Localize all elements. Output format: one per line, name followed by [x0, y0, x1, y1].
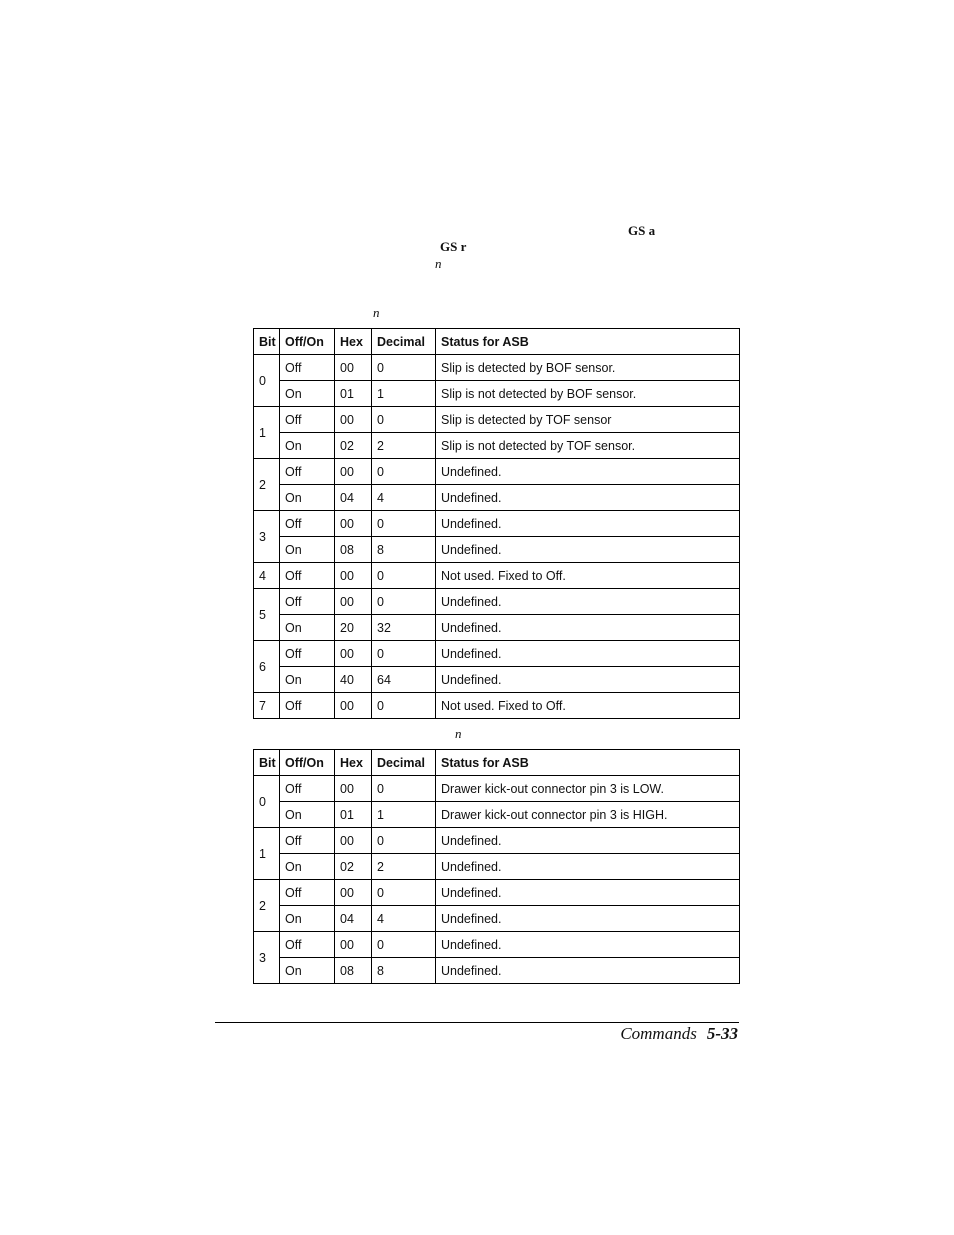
- column-header: Hex: [335, 750, 372, 776]
- decimal-cell: 64: [372, 667, 436, 693]
- decimal-cell: 0: [372, 355, 436, 381]
- status-cell: Undefined.: [436, 880, 740, 906]
- state-cell: Off: [280, 932, 335, 958]
- table-row: [254, 776, 740, 802]
- hex-cell: 20: [335, 615, 372, 641]
- hex-cell: 02: [335, 433, 372, 459]
- table-row: [254, 641, 740, 667]
- status-cell: Undefined.: [436, 459, 740, 485]
- table-row: [254, 407, 740, 433]
- bit-cell: 7: [254, 693, 280, 719]
- state-cell: Off: [280, 355, 335, 381]
- state-cell: Off: [280, 563, 335, 589]
- column-header: Off/On: [280, 750, 335, 776]
- table-row: [254, 355, 740, 381]
- command-gs-a: GS a: [628, 223, 656, 238]
- status-cell: Undefined.: [436, 958, 740, 984]
- state-cell: Off: [280, 880, 335, 906]
- table-row: [254, 563, 740, 589]
- state-cell: Off: [280, 828, 335, 854]
- table-row: [254, 693, 740, 719]
- hex-cell: 08: [335, 958, 372, 984]
- hex-cell: 00: [335, 459, 372, 485]
- state-cell: Off: [280, 641, 335, 667]
- table-row: [254, 589, 740, 615]
- state-cell: On: [280, 958, 335, 984]
- status-cell: Not used. Fixed to Off.: [436, 693, 740, 719]
- status-cell: Undefined.: [436, 485, 740, 511]
- column-header: Off/On: [280, 329, 335, 355]
- column-header: Decimal: [372, 329, 436, 355]
- table-row: [254, 828, 740, 854]
- status-cell: Slip is detected by TOF sensor: [436, 407, 740, 433]
- state-cell: On: [280, 906, 335, 932]
- hex-cell: 00: [335, 776, 372, 802]
- status-cell: Undefined.: [436, 511, 740, 537]
- hex-cell: 00: [335, 880, 372, 906]
- decimal-cell: 0: [372, 641, 436, 667]
- hex-cell: 00: [335, 693, 372, 719]
- table-row: [254, 511, 740, 537]
- table-row: [254, 802, 740, 828]
- bit-cell: 3: [254, 932, 280, 984]
- hex-cell: 00: [335, 511, 372, 537]
- status-cell: Undefined.: [436, 667, 740, 693]
- state-cell: Off: [280, 776, 335, 802]
- column-header: Status for ASB: [436, 329, 740, 355]
- command-gs-r: GS r: [440, 239, 467, 254]
- decimal-cell: 0: [372, 407, 436, 433]
- state-cell: On: [280, 433, 335, 459]
- state-cell: Off: [280, 511, 335, 537]
- state-cell: On: [280, 615, 335, 641]
- status-cell: Drawer kick-out connector pin 3 is HIGH.: [436, 802, 740, 828]
- decimal-cell: 4: [372, 906, 436, 932]
- footer-rule: [215, 1022, 739, 1023]
- hex-cell: 04: [335, 906, 372, 932]
- decimal-cell: 8: [372, 537, 436, 563]
- decimal-cell: 0: [372, 589, 436, 615]
- decimal-cell: 0: [372, 511, 436, 537]
- decimal-cell: 8: [372, 958, 436, 984]
- table-row: [254, 433, 740, 459]
- decimal-cell: 0: [372, 932, 436, 958]
- hex-cell: 40: [335, 667, 372, 693]
- state-cell: Off: [280, 693, 335, 719]
- status-cell: Undefined.: [436, 932, 740, 958]
- asb-table-2: [253, 749, 740, 984]
- decimal-cell: 1: [372, 381, 436, 407]
- bit-cell: 3: [254, 511, 280, 563]
- table-header-row: [254, 329, 740, 355]
- decimal-cell: 0: [372, 693, 436, 719]
- hex-cell: 00: [335, 407, 372, 433]
- decimal-cell: 0: [372, 563, 436, 589]
- state-cell: On: [280, 485, 335, 511]
- param-n: n: [435, 256, 442, 271]
- status-cell: Slip is not detected by TOF sensor.: [436, 433, 740, 459]
- hex-cell: 08: [335, 537, 372, 563]
- table2-caption-n: n: [455, 726, 462, 741]
- state-cell: On: [280, 381, 335, 407]
- state-cell: On: [280, 802, 335, 828]
- table-row: [254, 932, 740, 958]
- table-row: [254, 615, 740, 641]
- table-row: [254, 906, 740, 932]
- status-cell: Drawer kick-out connector pin 3 is LOW.: [436, 776, 740, 802]
- bit-cell: 1: [254, 828, 280, 880]
- hex-cell: 00: [335, 641, 372, 667]
- state-cell: Off: [280, 589, 335, 615]
- footer-section: Commands: [620, 1024, 697, 1043]
- asb-table-1: [253, 328, 740, 719]
- hex-cell: 00: [335, 589, 372, 615]
- status-cell: Undefined.: [436, 537, 740, 563]
- hex-cell: 00: [335, 932, 372, 958]
- status-cell: Undefined.: [436, 589, 740, 615]
- table-row: [254, 381, 740, 407]
- column-header: Bit: [254, 750, 280, 776]
- table-row: [254, 537, 740, 563]
- decimal-cell: 1: [372, 802, 436, 828]
- hex-cell: 00: [335, 563, 372, 589]
- state-cell: On: [280, 854, 335, 880]
- page-number: 5-33: [706, 1024, 738, 1043]
- decimal-cell: 0: [372, 459, 436, 485]
- status-cell: Undefined.: [436, 906, 740, 932]
- status-cell: Not used. Fixed to Off.: [436, 563, 740, 589]
- bit-cell: 0: [254, 776, 280, 828]
- column-header: Hex: [335, 329, 372, 355]
- status-cell: Undefined.: [436, 641, 740, 667]
- bit-cell: 4: [254, 563, 280, 589]
- hex-cell: 00: [335, 828, 372, 854]
- bit-cell: 5: [254, 589, 280, 641]
- column-header: Decimal: [372, 750, 436, 776]
- table-row: [254, 880, 740, 906]
- page-footer: [620, 1024, 738, 1044]
- decimal-cell: 0: [372, 776, 436, 802]
- decimal-cell: 4: [372, 485, 436, 511]
- bit-cell: 6: [254, 641, 280, 693]
- hex-cell: 00: [335, 355, 372, 381]
- bit-cell: 2: [254, 459, 280, 511]
- hex-cell: 01: [335, 381, 372, 407]
- bit-cell: 0: [254, 355, 280, 407]
- status-cell: Undefined.: [436, 854, 740, 880]
- decimal-cell: 32: [372, 615, 436, 641]
- state-cell: Off: [280, 459, 335, 485]
- state-cell: On: [280, 537, 335, 563]
- bit-cell: 1: [254, 407, 280, 459]
- status-cell: Slip is detected by BOF sensor.: [436, 355, 740, 381]
- table-row: [254, 958, 740, 984]
- table1-caption-n: n: [373, 305, 380, 320]
- column-header: Status for ASB: [436, 750, 740, 776]
- column-header: Bit: [254, 329, 280, 355]
- table-row: [254, 485, 740, 511]
- decimal-cell: 2: [372, 433, 436, 459]
- hex-cell: 04: [335, 485, 372, 511]
- table-row: [254, 459, 740, 485]
- decimal-cell: 2: [372, 854, 436, 880]
- table-row: [254, 667, 740, 693]
- status-cell: Undefined.: [436, 828, 740, 854]
- decimal-cell: 0: [372, 880, 436, 906]
- status-cell: Undefined.: [436, 615, 740, 641]
- status-cell: Slip is not detected by BOF sensor.: [436, 381, 740, 407]
- table-header-row: [254, 750, 740, 776]
- table-row: [254, 854, 740, 880]
- bit-cell: 2: [254, 880, 280, 932]
- state-cell: Off: [280, 407, 335, 433]
- hex-cell: 01: [335, 802, 372, 828]
- decimal-cell: 0: [372, 828, 436, 854]
- hex-cell: 02: [335, 854, 372, 880]
- state-cell: On: [280, 667, 335, 693]
